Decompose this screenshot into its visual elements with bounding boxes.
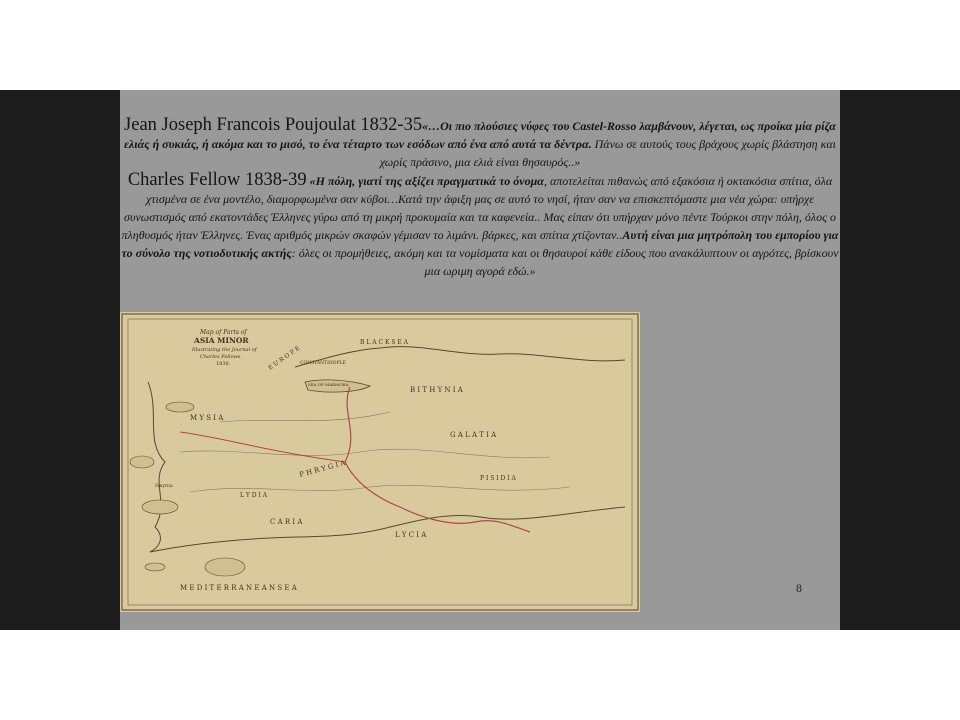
map-title-1: Map of Parts of (200, 329, 247, 336)
island-rhodes (205, 558, 245, 576)
marmora-label: SEA OF MARMORA (308, 382, 349, 387)
constantinople-label: CONSTANTINOPLE (300, 361, 346, 366)
presentation-slide (120, 90, 840, 630)
page-number: 8 (796, 581, 802, 595)
europe-label: E U R O P E (267, 344, 302, 372)
asia-minor-map (120, 312, 640, 612)
island-2 (130, 456, 154, 468)
fellow-quote: , αποτελείται πιθανώς από εξακόσια ή οκτακόσια σπίτια, όλα χτισμένα σε ένα μοντέλο, διαμορφωμένα σαν κύβοι…Κατά την άφιξη μας σε αυτό το νησί, ήταν σαν να επισκεπτόμαστε μια νέα χώρα: υπήρχε συνωστισμός από εκατοντάδες Έλληνες γύρω από τη μικρή προκυμαία και τα καφενεία.. Μας είπαν ότι υπήρχαν μόνο πέντε Τούρκοι στην πόλη, όλος ο πληθυσμός ήταν Έλληνες. Ένας αριθμός μικρών σκαφών γέμισαν το λιμάνι. βάρκες, και σπίτια χτίζονταν.. (121, 174, 836, 242)
map-title-5: 1838. (216, 361, 231, 367)
bithynia-label: B I T H Y N I A (410, 386, 463, 394)
smyrna-label: Smyrna (155, 484, 173, 489)
island-3 (142, 500, 178, 514)
poujoulat-quote-bold: «…Οι πιο πλούσιες νύφες του Castel-Rosso λαμβάνουν, λέγεται, ως προίκα μία ρίζα ελιάς ή συκιάς, ή ακόμα και το μισό, το ένα τέταρτο των εσόδων από ένα από αυτά τα δέντρα. (124, 119, 836, 151)
map-title-4: Charles Fellows. (200, 354, 242, 360)
slide-text-block (120, 116, 840, 280)
map-title-3: Illustrating the Journal of (192, 347, 257, 353)
mysia-label: M Y S I A (190, 414, 224, 422)
right-letterbox-bar (840, 90, 960, 630)
fellow-name: Charles Fellow 1838-39 (127, 170, 307, 190)
fellow-quote-end: : όλες οι προμήθειες, ακόμη και τα νομίσματα και οι θησαυροί κάθε είδους που ανακάλυπτουν οι αγρότες, βρίσκουν μια ωριμη αγορά εδώ.» (291, 246, 839, 278)
lycia-label: L Y C I A (395, 531, 427, 539)
fellow-quote-bold: «Η πόλη, γιατί της αξίζει πραγματικά το όνομα (309, 174, 544, 188)
black-sea-label: B L A C K S E A (360, 339, 408, 346)
map-title-2: ASIA MINOR (194, 336, 249, 345)
island-1 (166, 402, 194, 412)
island-4 (145, 563, 165, 571)
pisidia-label: P I S I D I A (480, 475, 516, 482)
fellow-quote-bold-2: Αυτή είναι μια μητρόπολη του εμπορίου για το σύνολο της νοτιοδυτικής ακτής (121, 228, 839, 260)
poujoulat-name: Jean Joseph Francois Poujoulat 1832-35 (124, 115, 423, 135)
poujoulat-quote: Πάνω σε αυτούς τους βράχους χωρίς βλάστηση και χωρίς πράσινο, μια ελιά είναι θησαυρός..» (379, 137, 836, 169)
left-letterbox-bar (0, 90, 120, 630)
map-paper (120, 312, 640, 612)
galatia-label: G A L A T I A (450, 431, 497, 439)
mediterranean-label: M E D I T E R R A N E A N S E A (180, 584, 297, 592)
caria-label: C A R I A (270, 518, 303, 526)
phrygia-label: P H R Y G I A (298, 458, 347, 479)
lydia-label: L Y D I A (240, 492, 268, 499)
